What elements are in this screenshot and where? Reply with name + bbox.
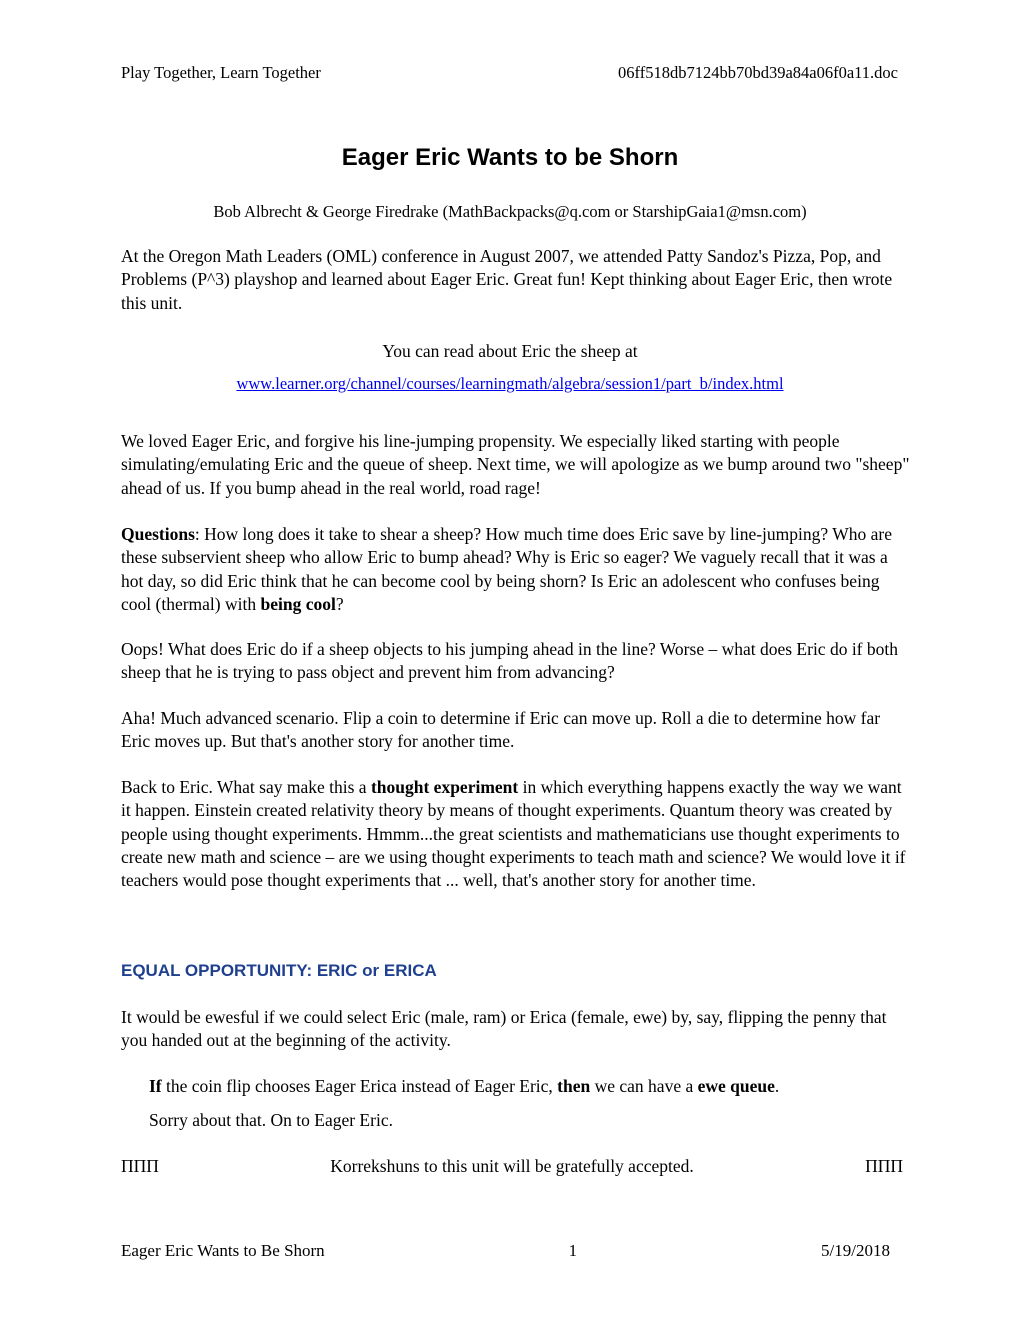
authors-line: Bob Albrecht & George Firedrake (MathBackpacks@q.com or StarshipGaia1@msn.com) bbox=[213, 202, 807, 221]
learner-link[interactable]: www.learner.org/channel/courses/learningmath/algebra/session1/part_b/index.html bbox=[236, 374, 784, 393]
ewesful-paragraph: It would be ewesful if we could select Eric (male, ram) or Erica (female, ewe) by, say, flipping the penny that you handed out at the beginning of the activity. bbox=[121, 1007, 887, 1051]
ewe-queue-bold: ewe queue bbox=[697, 1076, 775, 1096]
back-pre: Back to Eric. What say make this a bbox=[121, 777, 371, 797]
section-heading: EQUAL OPPORTUNITY: ERIC or ERICA bbox=[121, 961, 437, 980]
if-bold: If bbox=[149, 1076, 162, 1096]
if-mid1: the coin flip chooses Eager Erica instead of Eager Eric, bbox=[161, 1076, 558, 1096]
thought-experiment-bold: thought experiment bbox=[370, 777, 519, 797]
corrections-left-glyphs: ΠΠΠ bbox=[121, 1156, 159, 1176]
header-filename: 06ff518db7124bb70bd39a84a06f0a11.doc bbox=[618, 63, 898, 82]
questions-label: Questions bbox=[121, 524, 195, 544]
read-about-line: You can read about Eric the sheep at bbox=[382, 341, 638, 361]
thought-experiment-paragraph bbox=[121, 776, 911, 892]
aha-paragraph: Aha! Much advanced scenario. Flip a coin to determine if Eric can move up. Roll a die to determine how far Eric moves up. But that's another story for another time. bbox=[121, 708, 881, 752]
oops-paragraph: Oops! What does Eric do if a sheep objects to his jumping ahead in the line? Worse – what does Eric do if both sheep that he is trying to pass object and prevent him from advancing? bbox=[121, 639, 898, 683]
corrections-right-glyphs: ΠΠΠ bbox=[865, 1156, 903, 1176]
learner-link-line bbox=[0, 372, 1020, 395]
header-left: Play Together, Learn Together bbox=[121, 63, 321, 82]
intro-paragraph: At the Oregon Math Leaders (OML) conference in August 2007, we attended Patty Sandoz's Pizza, Pop, and Problems (P^3) playshop and learned about Eager Eric. Great fun! Kept thinking about Eager Eric, then wrote this unit. bbox=[121, 246, 893, 313]
sorry-line: Sorry about that. On to Eager Eric. bbox=[149, 1110, 393, 1130]
corrections-text: Korrekshuns to this unit will be gratefully accepted. bbox=[330, 1156, 694, 1176]
questions-text: : How long does it take to shear a sheep? How much time does Eric save by line-jumping? Who are these subservient sheep who allow Eric to bump ahead? Why is Eric so eager? We vaguely recall that it was a hot day, so did Eric think that he can become cool by being shorn? Is Eric an adolescent who confuses being cool (thermal) with bbox=[121, 524, 892, 614]
page-header bbox=[121, 62, 898, 84]
footer-title: Eager Eric Wants to Be Shorn bbox=[121, 1241, 325, 1260]
questions-paragraph bbox=[121, 523, 911, 616]
back-post: in which everything happens exactly the way we want it happen. Einstein created relativity theory by means of thought experiments. Quantum theory was created by people using thought experiments. Hmmm...the great scientists and mathematicians use thought experiments to create new math and science – are we using thought experiments to teach math and science? We would love it if teachers would pose thought experiments that ... well, that's another story for another time. bbox=[121, 777, 906, 891]
footer-page-number: 1 bbox=[568, 1241, 578, 1260]
page-footer bbox=[121, 1240, 890, 1262]
corrections-line bbox=[121, 1155, 903, 1177]
loved-paragraph: We loved Eager Eric, and forgive his line-jumping propensity. We especially liked starting with people simulating/emulating Eric and the queue of sheep. Next time, we will apologize as we bump around two "sheep" ahead of us. If you bump ahead in the real world, road rage! bbox=[121, 431, 910, 498]
questions-bold-end: being cool bbox=[260, 593, 336, 614]
if-mid2: we can have a bbox=[590, 1076, 698, 1096]
if-end: . bbox=[774, 1076, 780, 1096]
document-title: Eager Eric Wants to be Shorn bbox=[341, 144, 679, 171]
if-then-line bbox=[149, 1075, 909, 1098]
footer-date: 5/19/2018 bbox=[821, 1241, 890, 1260]
questions-end: ? bbox=[335, 593, 344, 614]
then-bold: then bbox=[557, 1076, 591, 1096]
